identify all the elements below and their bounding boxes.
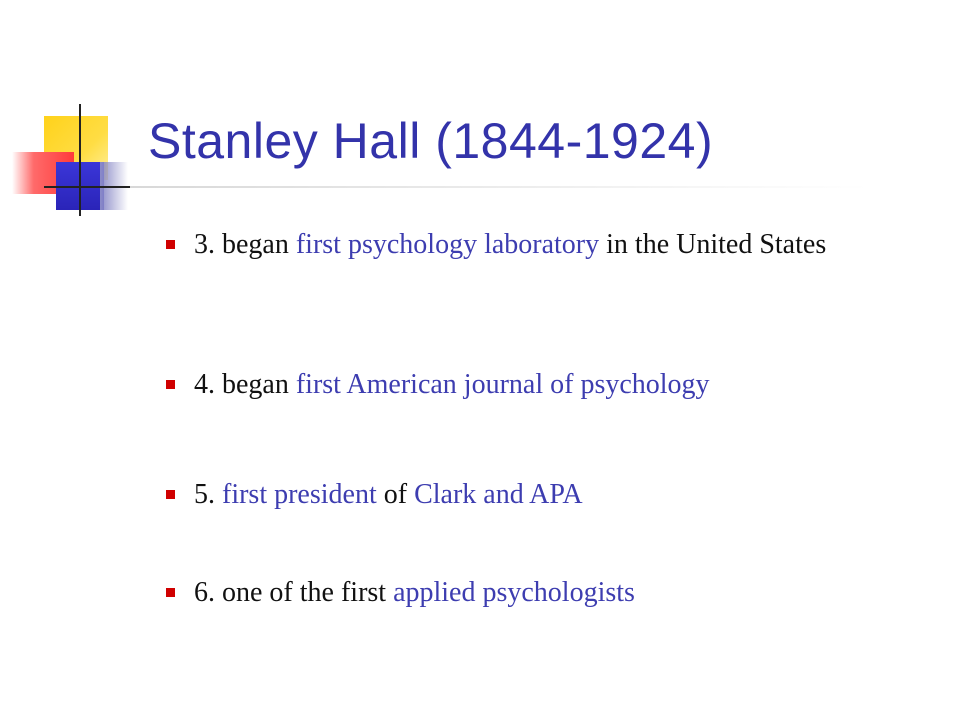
list-item xyxy=(168,574,908,612)
bullet-text xyxy=(194,574,908,612)
bullet-text xyxy=(194,226,908,264)
bullet-square-icon xyxy=(166,240,175,249)
list-item xyxy=(168,226,908,264)
logo-vertical-line xyxy=(79,104,81,216)
highlighted-text-segment: applied psychologists xyxy=(393,577,635,608)
bullet-text-segment: 5. xyxy=(194,479,222,510)
highlighted-text-segment: first president xyxy=(222,479,377,510)
slide-title: Stanley Hall (1844-1924) xyxy=(148,113,714,169)
bullet-text-segment: 6. one of the first xyxy=(194,577,394,608)
decorative-logo-graphic xyxy=(0,90,150,230)
bullet-text-segment: in the United States xyxy=(599,229,827,260)
bullet-square-icon xyxy=(166,490,175,499)
bullet-text-segment: of xyxy=(376,479,415,510)
highlighted-text-segment: first psychology laboratory xyxy=(295,229,600,260)
title-underline-fade xyxy=(130,186,870,188)
list-item xyxy=(168,366,908,404)
bullet-square-icon xyxy=(166,588,175,597)
bullet-text xyxy=(194,476,908,514)
bullet-text-segment: 4. began xyxy=(194,369,296,400)
highlighted-text-segment: first American journal of psychology xyxy=(295,369,710,400)
logo-horizontal-line xyxy=(44,186,134,188)
bullet-text xyxy=(194,366,908,404)
list-item xyxy=(168,476,908,514)
bullet-text-segment: 3. began xyxy=(194,229,296,260)
bullet-square-icon xyxy=(166,380,175,389)
highlighted-text-segment: Clark and APA xyxy=(414,479,583,510)
